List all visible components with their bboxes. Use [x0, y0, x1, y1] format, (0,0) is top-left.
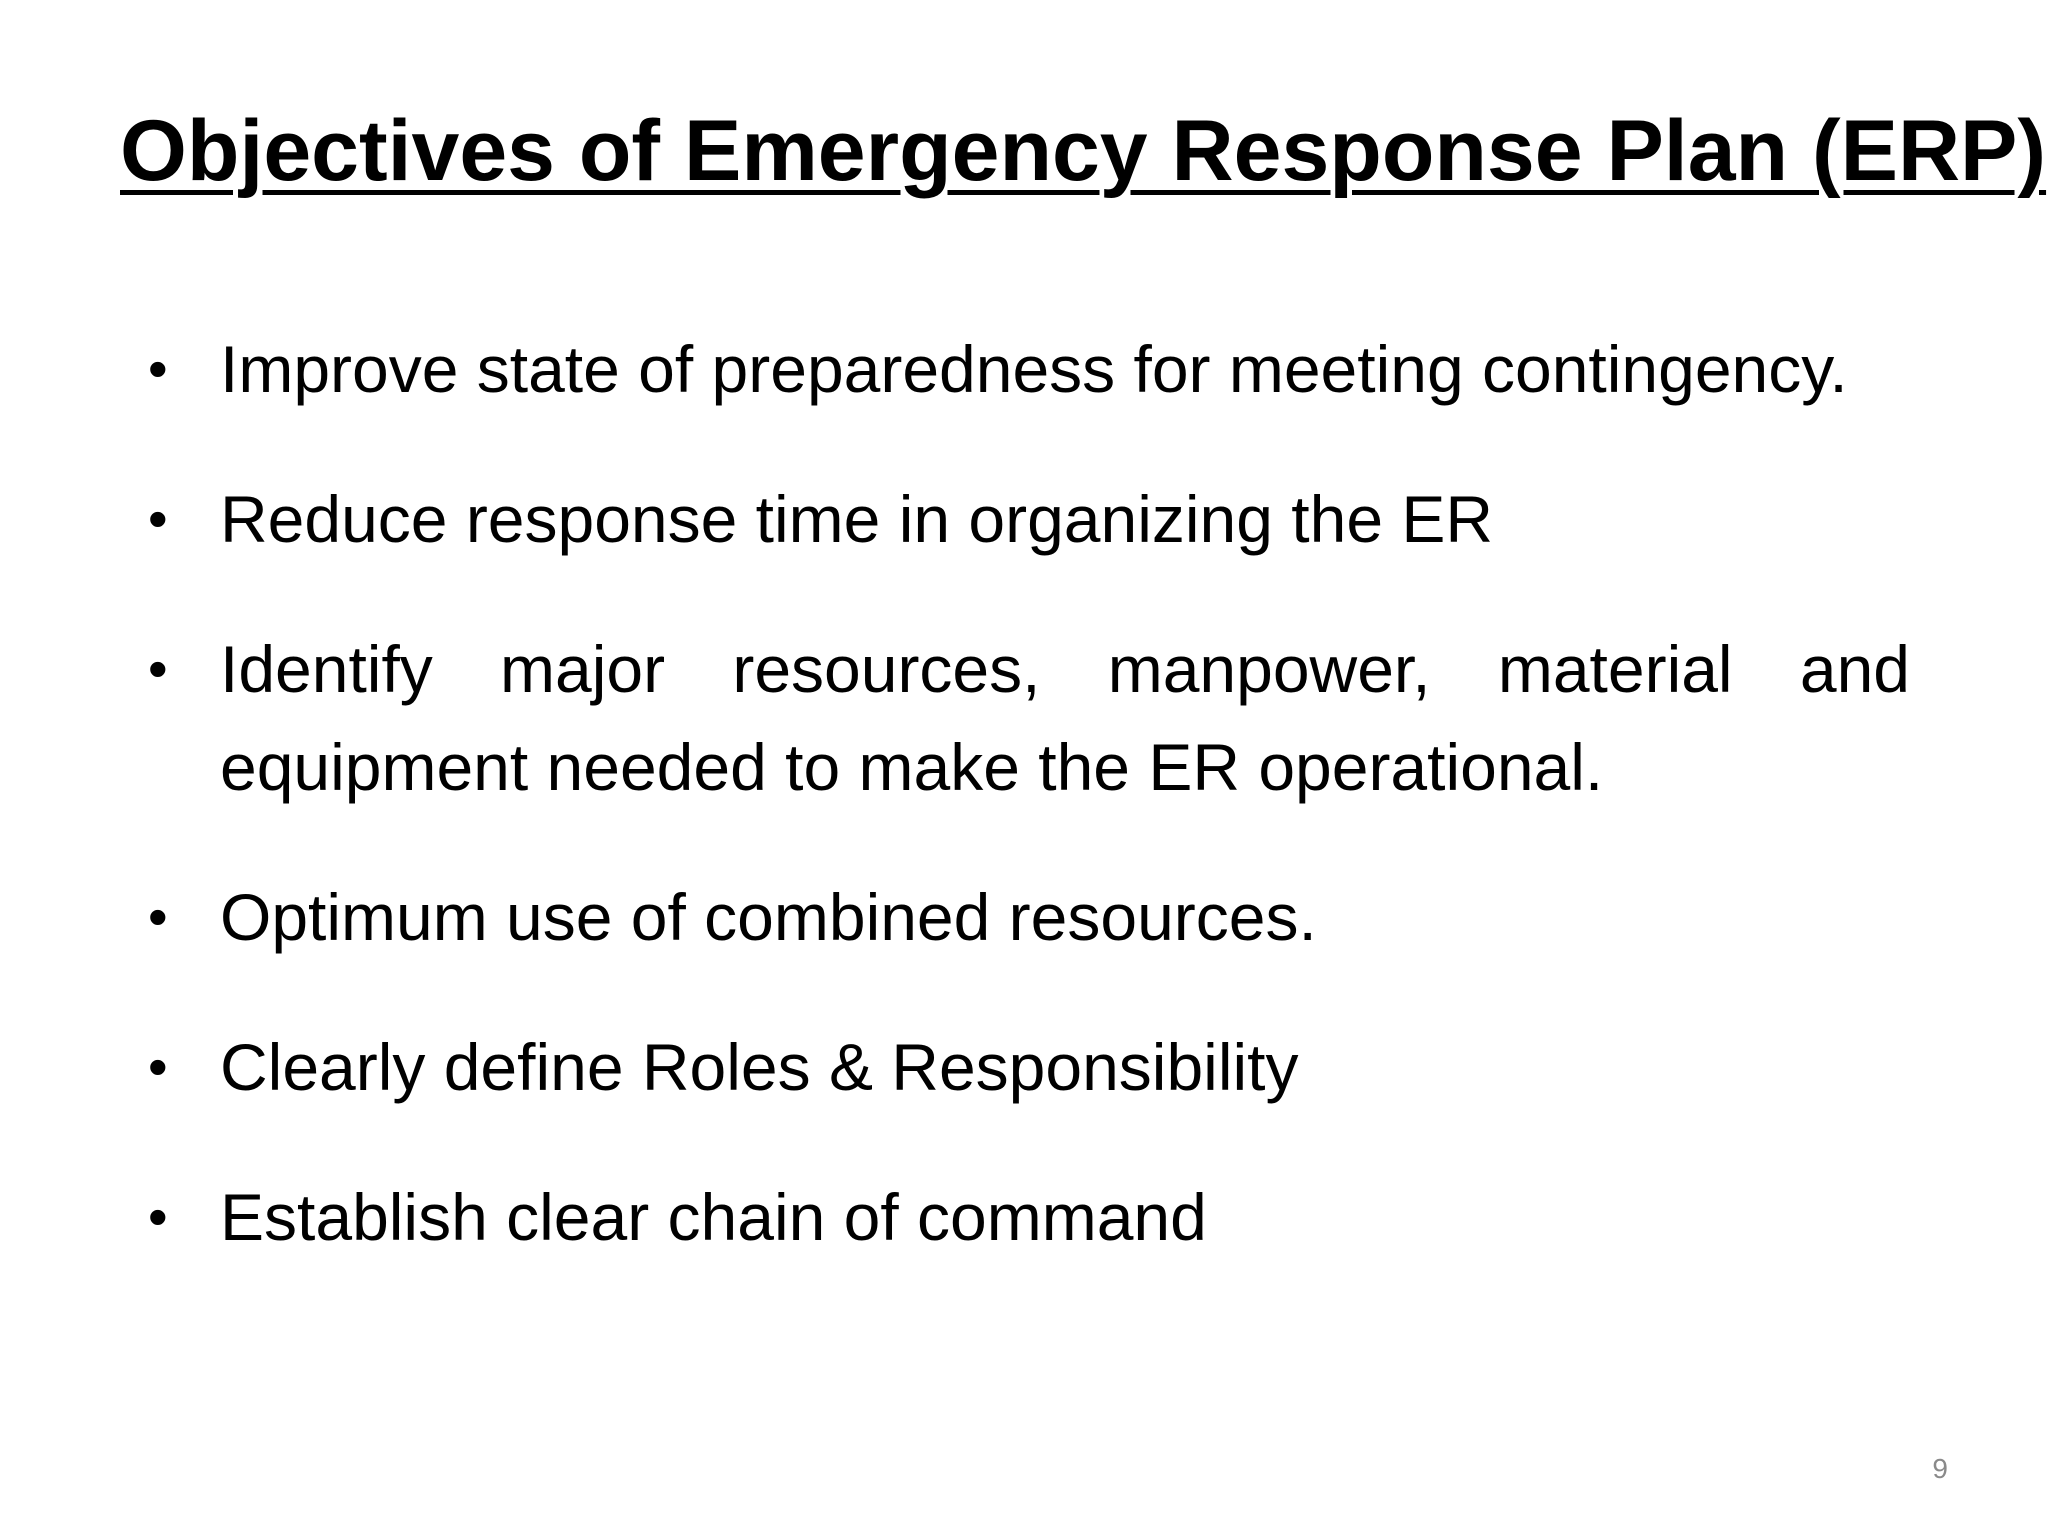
bullet-text: Identify major resources, manpower, material and equipment needed to make the ER operational. [220, 632, 1910, 804]
bullet-item [140, 470, 1910, 568]
bullet-dot-icon: • [148, 885, 168, 948]
page-number: 9 [1932, 1453, 1948, 1484]
bullet-dot-icon: • [148, 1185, 168, 1248]
bullet-item [140, 320, 1910, 418]
bullet-dot-icon: • [148, 1035, 168, 1098]
bullet-item [140, 1018, 1910, 1116]
bullet-item [140, 620, 1910, 816]
bullet-text: Improve state of preparedness for meeting contingency. [220, 332, 1848, 406]
bullet-text: Establish clear chain of command [220, 1180, 1207, 1254]
bullet-item [140, 1168, 1910, 1266]
bullet-item [140, 868, 1910, 966]
slide-title: Objectives of Emergency Response Plan (ERP) [120, 103, 2047, 199]
bullet-dot-icon: • [148, 337, 168, 400]
bullet-text: Clearly define Roles & Responsibility [220, 1030, 1299, 1104]
bullet-text: Optimum use of combined resources. [220, 880, 1317, 954]
bullet-text: Reduce response time in organizing the ER [220, 482, 1494, 556]
bullet-dot-icon: • [148, 637, 168, 700]
bullet-dot-icon: • [148, 487, 168, 550]
bullet-list [140, 320, 1910, 1266]
